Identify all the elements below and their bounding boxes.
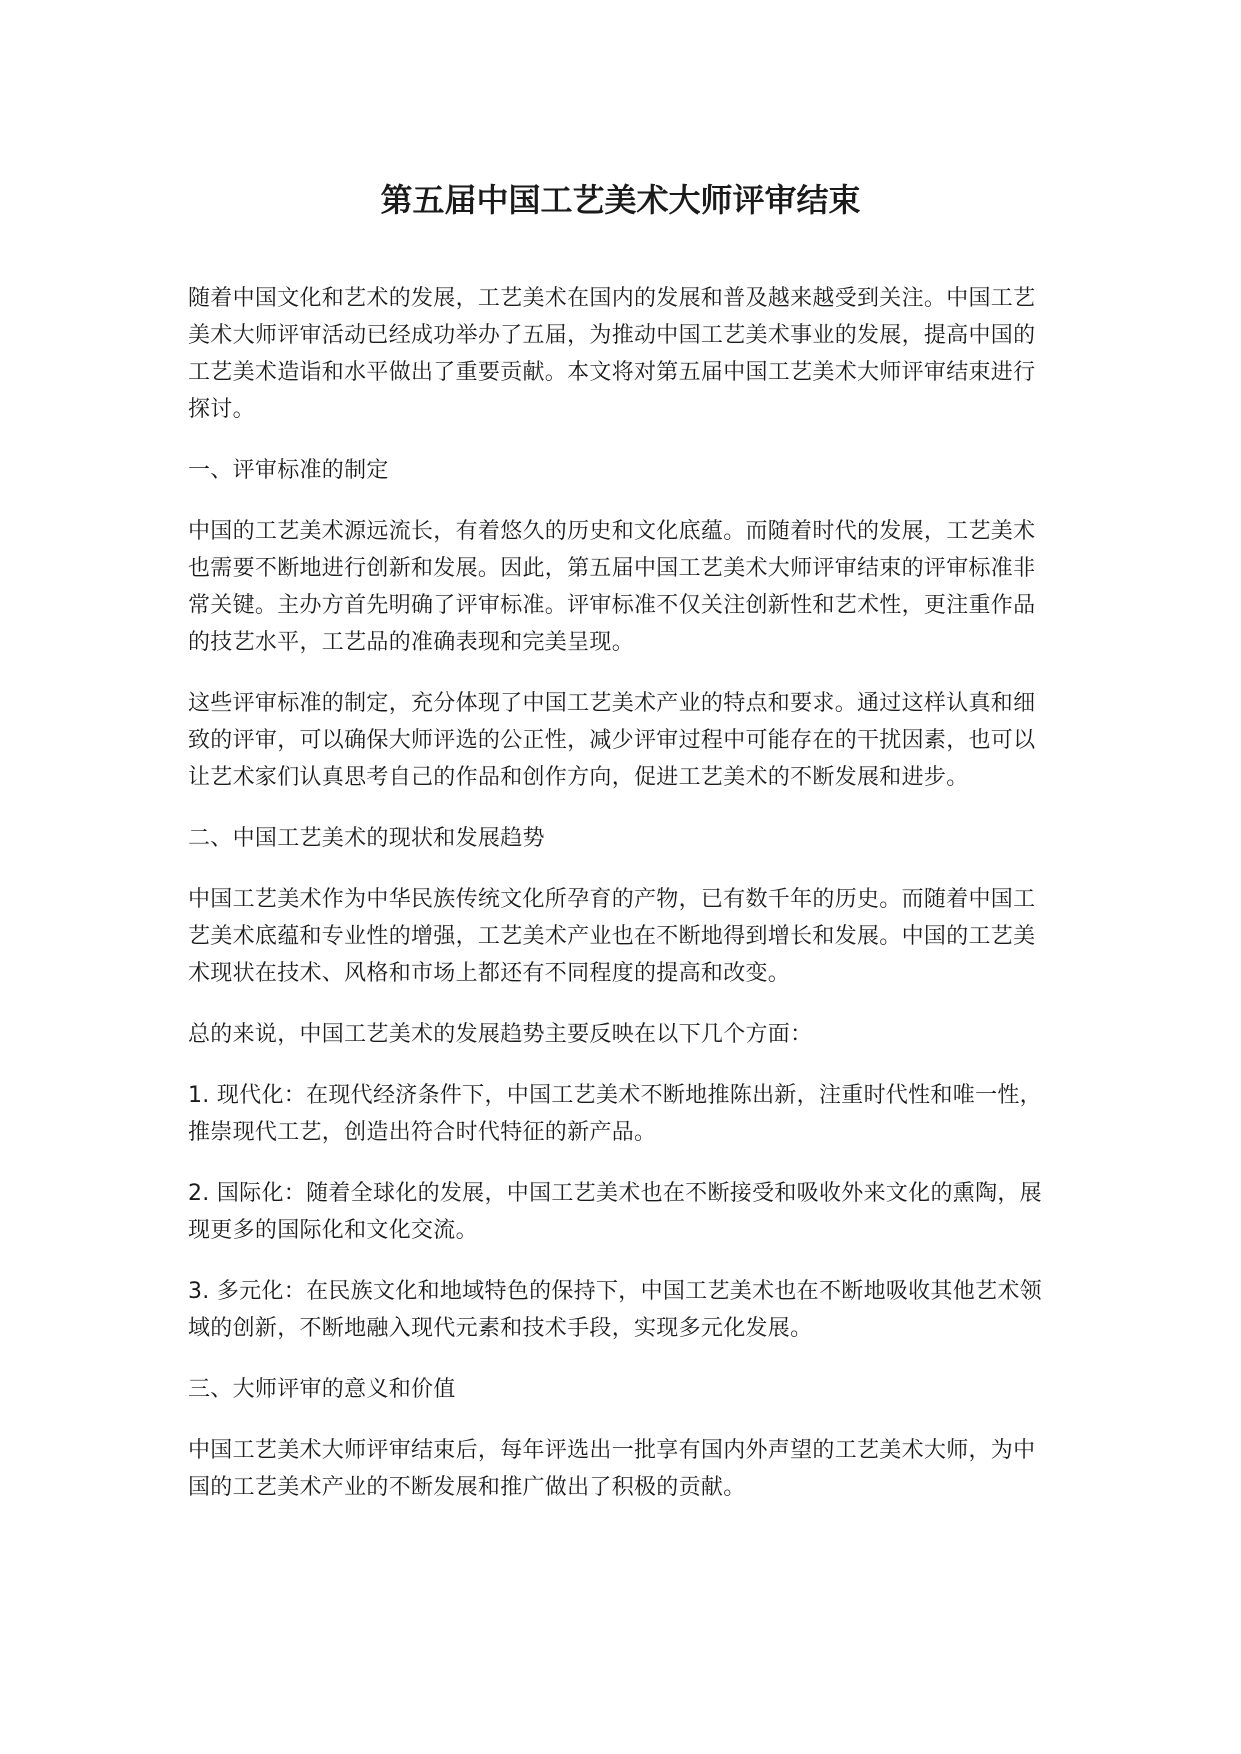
list-item-1: 1. 现代化：在现代经济条件下，中国工艺美术不断地推陈出新，注重时代性和唯一性，推崇现代工艺，创造出符合时代特征的新产品。 <box>188 1083 1042 1145</box>
document-body <box>188 280 1054 1530</box>
section-heading-1: 一、评审标准的制定 <box>188 458 389 483</box>
section-1-paragraph-2: 这些评审标准的制定，充分体现了中国工艺美术产业的特点和要求。通过这样认真和细致的评审，可以确保大师评选的公正性，减少评审过程中可能存在的干扰因素，也可以让艺术家们认真思考自己的作品和创作方向，促进工艺美术的不断发展和进步。 <box>188 691 1036 790</box>
section-heading-3: 三、大师评审的意义和价值 <box>188 1377 456 1402</box>
section-2-paragraph-1: 中国工艺美术作为中华民族传统文化所孕育的产物，已有数千年的历史。而随着中国工艺美术底蕴和专业性的增强，工艺美术产业也在不断地得到增长和发展。中国的工艺美术现状在技术、风格和市场上都还有不同程度的提高和改变。 <box>188 887 1036 986</box>
section-heading-2: 二、中国工艺美术的现状和发展趋势 <box>188 826 545 851</box>
list-item-3: 3. 多元化：在民族文化和地域特色的保持下，中国工艺美术也在不断地吸收其他艺术领域的创新，不断地融入现代元素和技术手段，实现多元化发展。 <box>188 1279 1042 1341</box>
intro-paragraph: 随着中国文化和艺术的发展，工艺美术在国内的发展和普及越来越受到关注。中国工艺美术大师评审活动已经成功举办了五届，为推动中国工艺美术事业的发展，提高中国的工艺美术造诣和水平做出了重要贡献。本文将对第五届中国工艺美术大师评审结束进行探讨。 <box>188 286 1036 422</box>
section-1-paragraph-1: 中国的工艺美术源远流长，有着悠久的历史和文化底蕴。而随着时代的发展，工艺美术也需要不断地进行创新和发展。因此，第五届中国工艺美术大师评审结束的评审标准非常关键。主办方首先明确了评审标准。评审标准不仅关注创新性和艺术性，更注重作品的技艺水平，工艺品的准确表现和完美呈现。 <box>188 519 1036 655</box>
section-2-paragraph-2: 总的来说，中国工艺美术的发展趋势主要反映在以下几个方面： <box>188 1022 813 1047</box>
list-item-2: 2. 国际化：随着全球化的发展，中国工艺美术也在不断接受和吸收外来文化的熏陶，展现更多的国际化和文化交流。 <box>188 1181 1042 1243</box>
document-title: 第五届中国工艺美术大师评审结束 <box>380 181 861 219</box>
section-3-paragraph-1: 中国工艺美术大师评审结束后，每年评选出一批享有国内外声望的工艺美术大师，为中国的工艺美术产业的不断发展和推广做出了积极的贡献。 <box>188 1438 1036 1500</box>
